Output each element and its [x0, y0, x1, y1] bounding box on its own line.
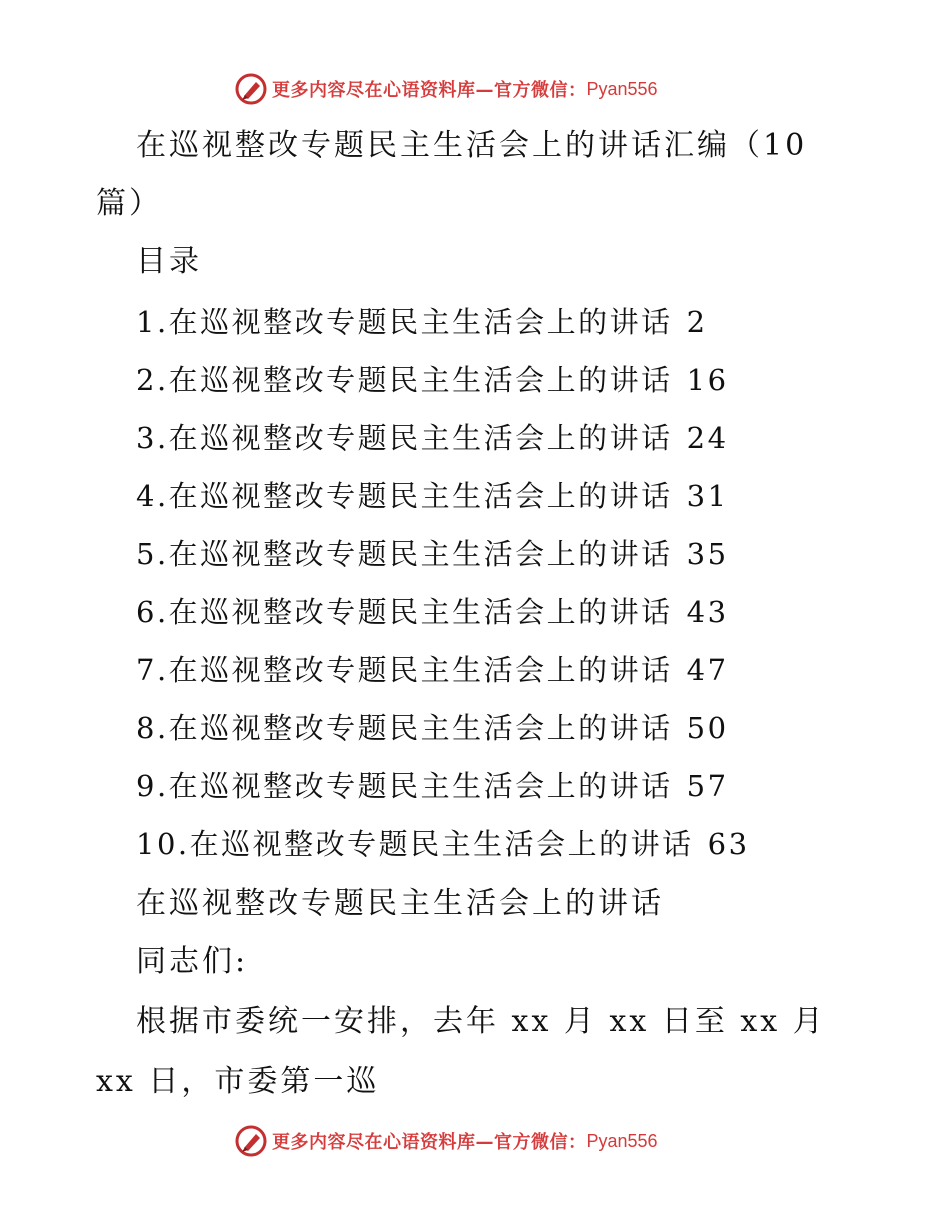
toc-item — [136, 534, 729, 574]
watermark-wechat-id: Pyan556 — [586, 78, 658, 99]
toc-item-label: 1.在巡视整改专题民主生活会上的讲话 — [136, 305, 673, 339]
toc-item-label: 4.在巡视整改专题民主生活会上的讲话 — [136, 479, 673, 513]
toc-item-label: 6.在巡视整改专题民主生活会上的讲话 — [136, 595, 673, 629]
toc-item-label: 10.在巡视整改专题民主生活会上的讲话 — [136, 827, 694, 861]
body-text-line1: 根据市委统一安排，去年 xx 月 xx 日至 xx 月 — [136, 1004, 826, 1039]
salutation: 同志们: — [136, 944, 249, 979]
watermark-banner-bottom — [234, 1124, 658, 1158]
section-title: 在巡视整改专题民主生活会上的讲话 — [136, 886, 664, 921]
toc-item-page: 57 — [686, 769, 729, 803]
toc-item — [136, 360, 729, 400]
toc-item — [136, 592, 729, 632]
toc-item-page: 50 — [686, 711, 729, 745]
toc-item — [136, 824, 750, 864]
toc-item-page: 47 — [686, 653, 729, 687]
toc-item-label: 9.在巡视整改专题民主生活会上的讲话 — [136, 769, 673, 803]
toc-item-page: 63 — [707, 827, 750, 861]
toc-item-page: 31 — [686, 479, 729, 513]
toc-item-page: 16 — [686, 363, 729, 397]
toc-item — [136, 302, 708, 342]
watermark-wechat-id: Pyan556 — [586, 1130, 658, 1151]
watermark-text: 更多内容尽在心语资料库—官方微信： — [272, 1132, 587, 1153]
body-text-line2: xx 日，市委第一巡 — [96, 1064, 380, 1099]
pen-logo-icon — [234, 72, 268, 106]
toc-item-label: 5.在巡视整改专题民主生活会上的讲话 — [136, 537, 673, 571]
toc-item — [136, 708, 729, 748]
watermark-text: 更多内容尽在心语资料库—官方微信： — [272, 80, 587, 101]
toc-item — [136, 476, 729, 516]
toc-item — [136, 650, 729, 690]
toc-item-page: 43 — [686, 595, 729, 629]
toc-item-label: 3.在巡视整改专题民主生活会上的讲话 — [136, 421, 673, 455]
toc-item-label: 2.在巡视整改专题民主生活会上的讲话 — [136, 363, 673, 397]
toc-item-page: 35 — [686, 537, 729, 571]
pen-logo-icon — [234, 1124, 268, 1158]
toc-item — [136, 766, 729, 806]
toc-item-page: 24 — [686, 421, 729, 455]
toc-item-page: 2 — [686, 305, 708, 339]
document-title-line1: 在巡视整改专题民主生活会上的讲话汇编（10 — [136, 128, 808, 163]
document-title-line2: 篇） — [96, 186, 162, 221]
toc-item-label: 8.在巡视整改专题民主生活会上的讲话 — [136, 711, 673, 745]
toc-item — [136, 418, 729, 458]
toc-item-label: 7.在巡视整改专题民主生活会上的讲话 — [136, 653, 673, 687]
watermark-banner-top — [234, 72, 658, 106]
toc-heading: 目录 — [136, 244, 202, 279]
